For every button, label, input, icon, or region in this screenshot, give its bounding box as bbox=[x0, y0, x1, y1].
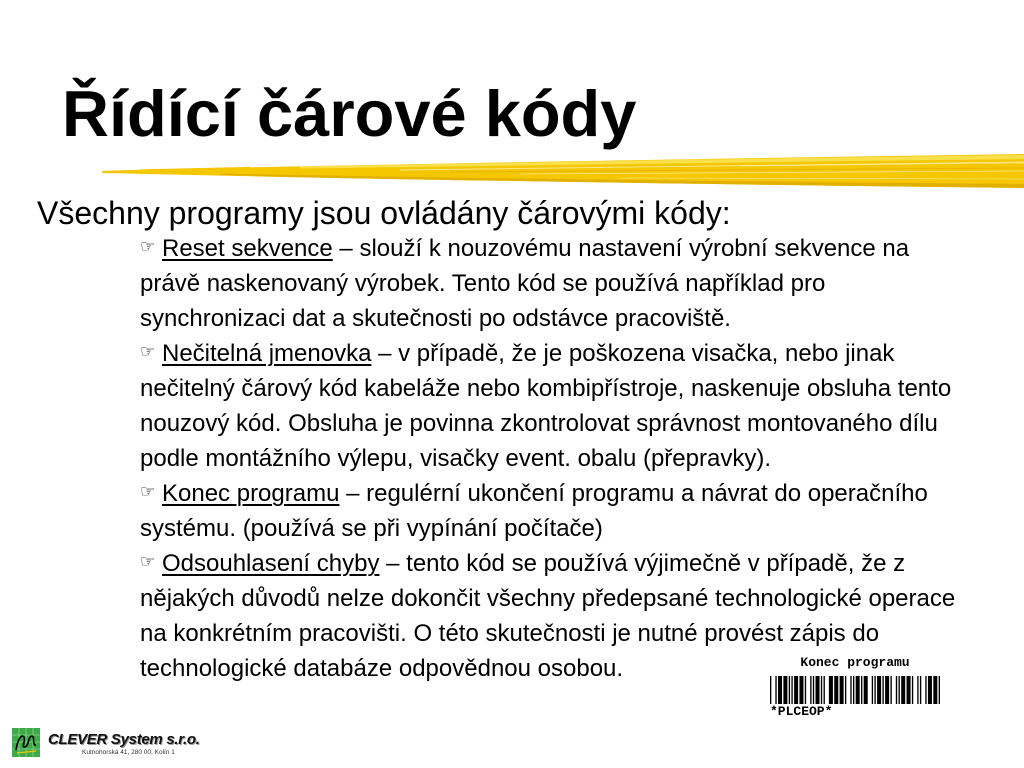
intro-text: Všechny programy jsou ovládány čárovými kódy: bbox=[37, 195, 731, 231]
list-item-reset-sekvence bbox=[140, 231, 955, 266]
barcode-bar bbox=[901, 676, 905, 704]
barcode-bar bbox=[899, 676, 900, 704]
barcode-bar bbox=[791, 676, 792, 704]
barcode-bar bbox=[789, 676, 790, 704]
barcode-bar bbox=[829, 676, 833, 704]
barcode-bar bbox=[912, 676, 913, 704]
barcode-bar bbox=[861, 676, 862, 704]
barcode-bar bbox=[939, 676, 940, 704]
barcode-bar bbox=[834, 676, 838, 704]
barcode-bar bbox=[810, 676, 811, 704]
barcode-label: Konec programu bbox=[800, 655, 910, 670]
barcode-bar bbox=[896, 676, 897, 704]
item-text: – slouží k nouzovému nastavení výrobní sekvence na bbox=[332, 235, 910, 262]
barcode-bar bbox=[778, 676, 782, 704]
barcode-bar bbox=[853, 676, 854, 704]
barcode-code-text: *PLCEOP* bbox=[770, 704, 833, 719]
item-text-line: technologické databáze odpovědnou osobou. bbox=[140, 655, 624, 682]
barcode-bar bbox=[882, 676, 883, 704]
item-text-line: nouzový kód. Obsluha je povinna zkontrolovat správnost montovaného dílu bbox=[140, 410, 938, 437]
barcode-bar bbox=[816, 676, 820, 704]
brush-stroke-underline bbox=[100, 150, 1024, 192]
item-text-line: systému. (používá se při vypínání počítače) bbox=[140, 515, 603, 542]
list-item-konec-programu bbox=[140, 476, 955, 511]
barcode-bar bbox=[877, 676, 881, 704]
barcode-bar bbox=[856, 676, 860, 704]
item-term: Konec programu bbox=[162, 480, 340, 507]
item-term: Odsouhlasení chyby bbox=[162, 550, 380, 577]
barcode-bar bbox=[821, 676, 822, 704]
item-text: – tento kód se používá výjimečně v případě, že z bbox=[379, 550, 906, 577]
bullet-list bbox=[140, 231, 955, 686]
barcode-bars bbox=[770, 676, 940, 704]
pointing-hand-icon bbox=[140, 344, 162, 361]
barcode-bar bbox=[840, 676, 844, 704]
item-text-line: nečitelný čárový kód kabeláže nebo kombipřístroje, naskenuje obsluha tento bbox=[140, 375, 952, 402]
barcode-bar bbox=[928, 676, 932, 704]
item-term: Nečitelná jmenovka bbox=[162, 340, 372, 367]
item-text-line: nějakých důvodů nelze dokončit všechny předepsané technologické operace bbox=[140, 585, 956, 612]
pointing-hand-icon bbox=[140, 554, 162, 571]
barcode-bar bbox=[845, 676, 846, 704]
barcode-bar bbox=[885, 676, 889, 704]
barcode-bar bbox=[917, 676, 918, 704]
slide-title: Řídící čárové kódy bbox=[62, 77, 637, 150]
item-text-line: synchronizaci dat a skutečnosti po odstávce pracoviště. bbox=[140, 305, 731, 332]
item-text-line: právě naskenovaný výrobek. Tento kód se používá například pro bbox=[140, 270, 826, 297]
barcode-bar bbox=[850, 676, 851, 704]
barcode-bar bbox=[890, 676, 891, 704]
barcode-bar bbox=[813, 676, 814, 704]
barcode-bar bbox=[799, 676, 803, 704]
company-name: CLEVER System s.r.o. bbox=[48, 731, 200, 748]
list-item-necitelna-jmenovka bbox=[140, 336, 955, 371]
pointing-hand-icon bbox=[140, 484, 162, 501]
item-text-line: podle montážního výlepu, visačky event. obalu (přepravky). bbox=[140, 445, 771, 472]
barcode-bar bbox=[925, 676, 926, 704]
company-logo-icon bbox=[12, 728, 40, 757]
barcode-bar bbox=[824, 676, 825, 704]
company-address: Kutnohorská 41, 280 00, Kolín 1 bbox=[82, 749, 175, 756]
barcode-bar bbox=[864, 676, 868, 704]
barcode-bar bbox=[770, 676, 771, 704]
barcode-bar bbox=[872, 676, 873, 704]
item-text: – regulérní ukončení programu a návrat do operačního bbox=[339, 480, 928, 507]
item-text-line: na konkrétním pracovišti. O této skutečnosti je nutné provést zápis do bbox=[140, 620, 880, 647]
barcode-bar bbox=[907, 676, 911, 704]
pointing-hand-icon bbox=[140, 239, 162, 256]
item-text: – v případě, že je poškozena visačka, nebo jinak bbox=[371, 340, 895, 367]
barcode-bar bbox=[920, 676, 921, 704]
list-item-odsouhlaseni-chyby bbox=[140, 546, 955, 581]
item-term: Reset sekvence bbox=[162, 235, 333, 262]
barcode-bar bbox=[794, 676, 798, 704]
barcode-bar bbox=[933, 676, 937, 704]
barcode-bar bbox=[783, 676, 787, 704]
barcode-bar bbox=[775, 676, 776, 704]
barcode-bar bbox=[805, 676, 806, 704]
barcode-bar bbox=[874, 676, 875, 704]
